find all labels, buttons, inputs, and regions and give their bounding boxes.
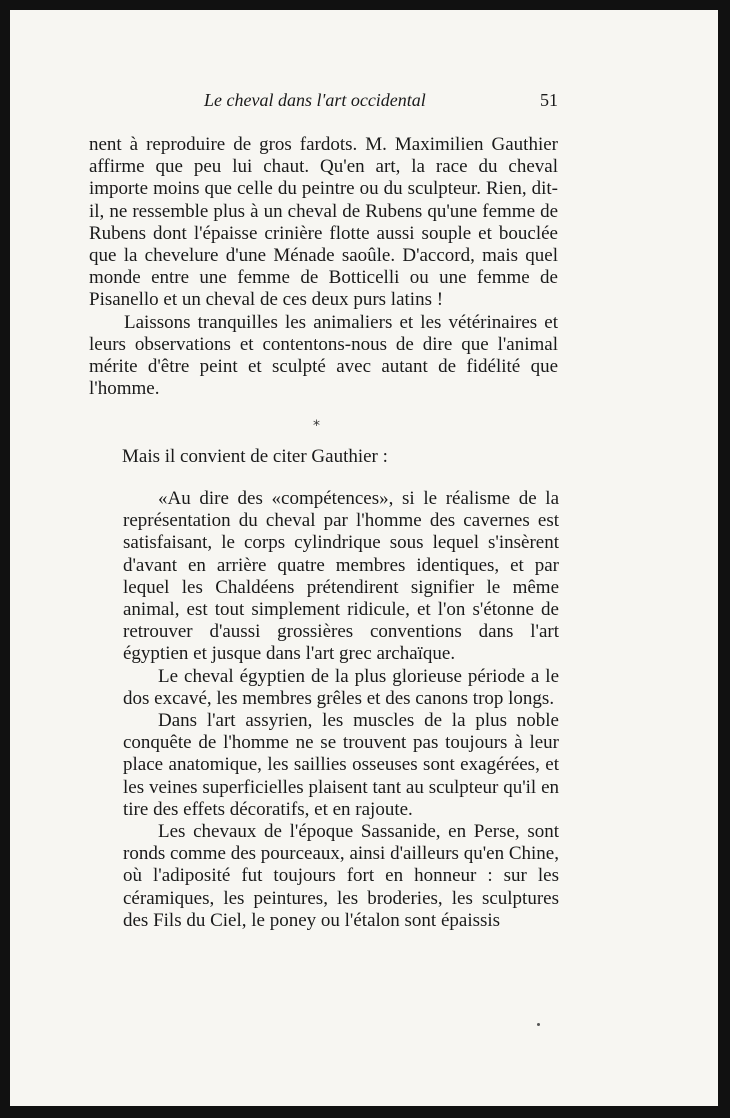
intro-line: Mais il convient de citer Gauthier : [122, 446, 388, 467]
quotation-block [123, 488, 559, 932]
quote-paragraph: «Au dire des «compétences», si le réalisme de la représentation du cheval par l'homme des cavernes est satisfaisant, le corps cylindrique sous lequel s'insèrent d'avant en arrière quatre membres identiques, et par lequel les Chaldéens prétendirent signifier le même animal, est tout simplement ridicule, et l'on s'étonne de retrouver d'aussi grossières conventions dans l'art égyptien et jusque dans l'art grec archaïque. [123, 488, 559, 665]
asterisk-separator: * [313, 418, 320, 434]
page-number: 51 [540, 90, 558, 110]
running-title: Le cheval dans l'art occidental [204, 90, 426, 110]
quote-paragraph: Le cheval égyptien de la plus glorieuse période a le dos excavé, les membres grêles et des canons trop longs. [123, 665, 559, 709]
quote-paragraph: Les chevaux de l'époque Sassanide, en Perse, sont ronds comme des pourceaux, ainsi d'ailleurs qu'en Chine, où l'adiposité fut toujours fort en honneur : sur les céramiques, les peintures, les broderies, les sculptures des Fils du Ciel, le poney ou l'étalon sont épaissis [123, 821, 559, 931]
paper-speck [537, 1023, 540, 1026]
paragraph: Laissons tranquilles les animaliers et les vétérinaires et leurs observations et contentons-nous de dire que l'animal mérite d'être peint et sculpté avec autant de fidélité que l'homme. [89, 311, 558, 400]
book-page [10, 10, 718, 1106]
main-text-block [89, 134, 558, 400]
paragraph: nent à reproduire de gros fardots. M. Maximilien Gauthier affirme que peu lui chaut. Qu'en art, la race du cheval importe moins que celle du peintre ou du sculpteur. Rien, dit-il, ne ressemble plus à un cheval de Rubens qu'une femme de Rubens dont l'épaisse crinière flotte aussi souple et bouclée que la chevelure d'une Ménade saoûle. D'accord, mais quel monde entre une femme de Botticelli ou une femme de Pisanello et un cheval de ces deux purs latins ! [89, 134, 558, 311]
quote-paragraph: Dans l'art assyrien, les muscles de la plus noble conquête de l'homme ne se trouvent pas toujours à leur place anatomique, les saillies osseuses sont exagérées, et les veines superficielles plaisent tant au sculpteur qu'il en tire des effets décoratifs, et en rajoute. [123, 710, 559, 820]
running-head [10, 90, 718, 120]
